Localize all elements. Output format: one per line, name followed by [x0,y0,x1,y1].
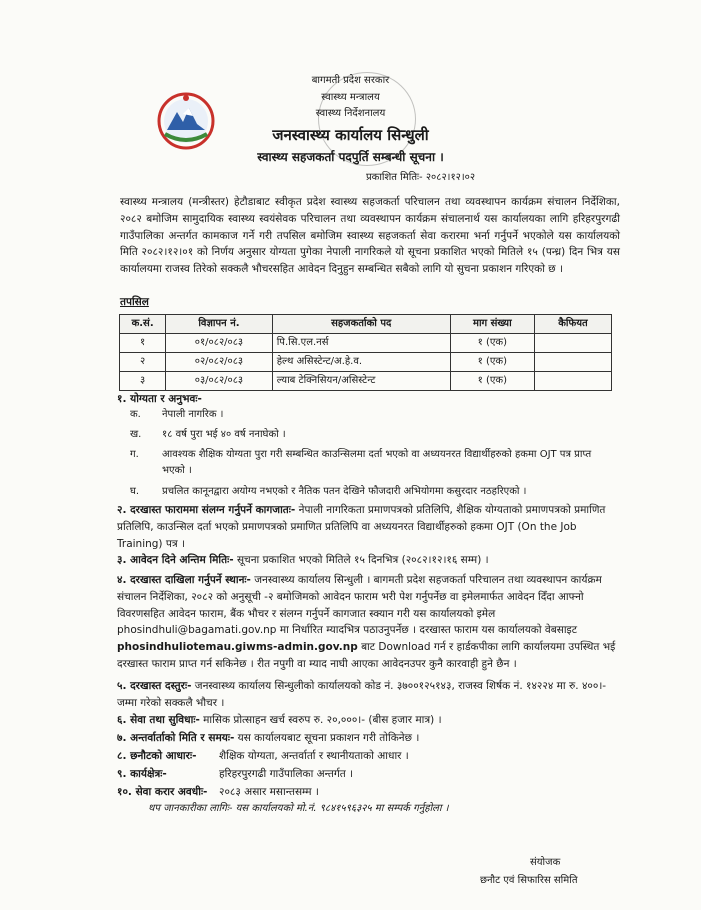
cell-remarks [534,372,611,391]
qualification-item: ग. आवश्यक शैक्षिक योग्यता पुरा गरी सम्बन्धित काउन्सिलमा दर्ता भएको वा अध्ययनरत विद्यार्थीहरुको हकमा OJT पत्र प्राप्त भएको । [130,449,592,476]
section-submission: ४. दरखास्त दाखिला गर्नुपर्ने स्थानः- जनस्वास्थ्य कार्यालय सिन्धुली । बागमती प्रदेश सहजकर्ता परिचालन तथा व्यवस्थापन कार्यक्रम संचालन निर्देशिका, २०८२ को अनुसूची -२ बमोजिमको आवेदन फाराम भरी पेश गर्नुपर्नेछ वा इमेलमार्फत आवेदन दिँदा आफ्नो विवरणसहित आवेदन फाराम, बैंक भौचर र संलग्न गर्नुपर्ने कागजात स्क्यान गरी यस कार्यालयको इमेल phosindhuli@bagamati.gov.np मा निर्धारित म्यादभित्र पठाउनुपर्नेछ । दरखास्त फाराम यस कार्यालयको वेबसाइट phosindhuliotemau.giwms-admin.gov.np बाट Download गर्न र हार्डकपीका लागि कार्यालयमा उपस्थित भई दरखास्त फाराम प्राप्त गर्न सकिनेछ । रीत नपुगी वा म्याद नाघी आएका आवेदनउपर कुनै कारवाही हुने छैन । [117,574,616,670]
section-selection-basis: ८. छनौटको आधारः- शैक्षिक योग्यता, अन्तर्वार्ता र स्थानीयताको आधार । [117,750,409,762]
cell-sn: ३ [120,372,166,391]
vacancy-table [119,314,612,391]
notice-subject: स्वास्थ्य सहजकर्ता पदपुर्ति सम्बन्धी सूचना । [257,150,444,164]
signature-coordinator: संयोजक [530,857,561,868]
cell-ad-no: ०१/०८२/०८३ [166,334,272,353]
section-documents-title: २. दरखास्त फाराममा संलग्न गर्नुपर्ने कागजातः- [117,504,296,516]
section-fee [117,678,617,712]
section-benefits: ६. सेवा तथा सुविधाः- मासिक प्रोत्साहन खर्च स्वरुप रु. २०,०००।- (बीस हजार मात्र) । [117,714,442,726]
cell-ad-no: ०२/०८२/०८३ [166,353,272,372]
section-fee-title: ५. दरखास्त दस्तुरः- [117,680,192,692]
col-ad-no: विज्ञापन नं. [166,315,272,334]
header-province: बागमती प्रदेश सरकार [311,75,390,86]
table-row [120,372,612,391]
qualification-item: क. नेपाली नागरिक । [130,409,224,420]
qualification-item: ख. १८ वर्ष पुरा भई ४० वर्ष ननाघेको । [130,429,286,440]
signature-committee: छनौट एवं सिफारिस समिति [480,875,578,886]
col-remarks: कैफियत [534,315,611,334]
cell-ad-no: ०३/०८२/०८३ [166,372,272,391]
col-demand: माग संख्या [450,315,534,334]
section-qualification-title: १. योग्यता र अनुभवः- [117,393,202,405]
cell-remarks [534,353,611,372]
qualification-item: घ. प्रचलित कानूनद्वारा अयोग्य नभएको र नैतिक पतन देखिने फौजदारी अभियोगमा कसुरदार नठहरिएको । [130,486,527,497]
header-directorate: स्वास्थ्य निर्देशनालय [315,108,386,119]
table-header-row [120,315,612,334]
contact-note: थप जानकारीका लागिः- यस कार्यालयको मो.नं. ९८४१५९६३२५ मा सम्पर्क गर्नुहोला । [148,803,449,814]
section-deadline [117,552,617,569]
section-deadline-text: सूचना प्रकाशित भएको मितिले १५ दिनभित्र (२०८२।१२।१६ सम्म) । [236,554,489,566]
section-documents-text: नेपाली नागरिकता प्रमाणपत्रको प्रतिलिपि, शैक्षिक योग्यताको प्रमाणपत्रको प्रमाणित प्रतिलिपि, काउन्सिल दर्ता भएको प्रमाणपत्रको प्रमाणित प्रतिलिपि वा अध्ययनरत विद्यार्थीहरुको हकमा OJT (On the Job Training) पत्र । [117,504,606,550]
published-date: प्रकाशित मितिः- २०८२।१२।०२ [365,172,476,183]
section-documents [117,502,617,552]
cell-demand: १ (एक) [450,334,534,353]
section-work-area: ९. कार्यक्षेत्रः- हरिहरपुरगढी गाउँपालिका अन्तर्गत । [117,768,354,780]
section-interview: ७. अन्तर्वार्ताको मिति र समयः- यस कार्यालयबाट सूचना प्रकाशन गरी तोकिनेछ । [117,732,420,744]
tapsil-label: तपसिल [120,296,149,308]
cell-post: ल्याब टेक्निसियन/असिस्टेन्ट [272,372,450,391]
cell-post: पि.सि.एल.नर्स [272,334,450,353]
office-email-link[interactable]: phosindhuli@bagamati.gov.np [117,624,277,637]
cell-demand: १ (एक) [450,353,534,372]
section-fee-text: जनस्वास्थ्य कार्यालय सिन्धुलीको कार्यालयको कोड नं. ३७००१२५१४३, राजस्व शिर्षक नं. १४२२४ मा रु. ४००।- जम्मा गरेको सक्कलै भौचर । [117,680,607,709]
cell-sn: २ [120,353,166,372]
section-submission-title: ४. दरखास्त दाखिला गर्नुपर्ने स्थानः- [117,574,251,586]
section-contract-period: १०. सेवा करार अवधीः- २०८३ असार मसान्तसम्म । [117,786,319,798]
cell-remarks [534,334,611,353]
col-sn: क.सं. [120,315,166,334]
header-ministry: स्वास्थ्य मन्त्रालय [321,92,380,103]
table-row [120,353,612,372]
section-deadline-title: ३. आवेदन दिने अन्तिम मितिः- [117,554,234,566]
col-post: सहजकर्ताको पद [272,315,450,334]
office-title: जनस्वास्थ्य कार्यालय सिन्धुली [272,126,429,144]
cell-sn: १ [120,334,166,353]
office-website-link[interactable]: phosindhuliotemau.giwms-admin.gov.np [117,641,358,654]
cell-post: हेल्थ असिस्टेन्ट/अ.हे.व. [272,353,450,372]
table-row [120,334,612,353]
intro-paragraph: स्वास्थ्य मन्त्रालय (मन्त्रीस्तर) हेटौडाबाट स्वीकृत प्रदेश स्वास्थ्य सहजकर्ता परिचालन तथा व्यवस्थापन कार्यक्रम संचालन निर्देशिका, २०८२ बमोजिम सामुदायिक स्वास्थ्य स्वयंसेवक परिचालन तथा व्यवस्थापन कार्यक्रम संचालनार्थ यस कार्यालयका लागि हरिहरपुरगढी गाउँपालिका अन्तर्गत कामकाज गर्ने गरी तपसिल बमोजिम स्वास्थ्य सहजकर्ता सेवा करारमा भर्ना गर्नुपर्ने भएकोले यस कार्यालयको मिति २०८२।१२।०१ को निर्णय अनुसार योग्यता पुगेका नेपाली नागरिकले यो सूचना प्रकाशित भएको मितिले १५ (पन्ध्र) दिन भित्र यस कार्यालयमा राजस्व तिरेको सक्कलै भौचरसहित आवेदन दिनुहुन सम्बन्धित सबैको लागि यो सुचना प्रकाशन गरिएको छ । [120,196,620,276]
cell-demand: १ (एक) [450,372,534,391]
